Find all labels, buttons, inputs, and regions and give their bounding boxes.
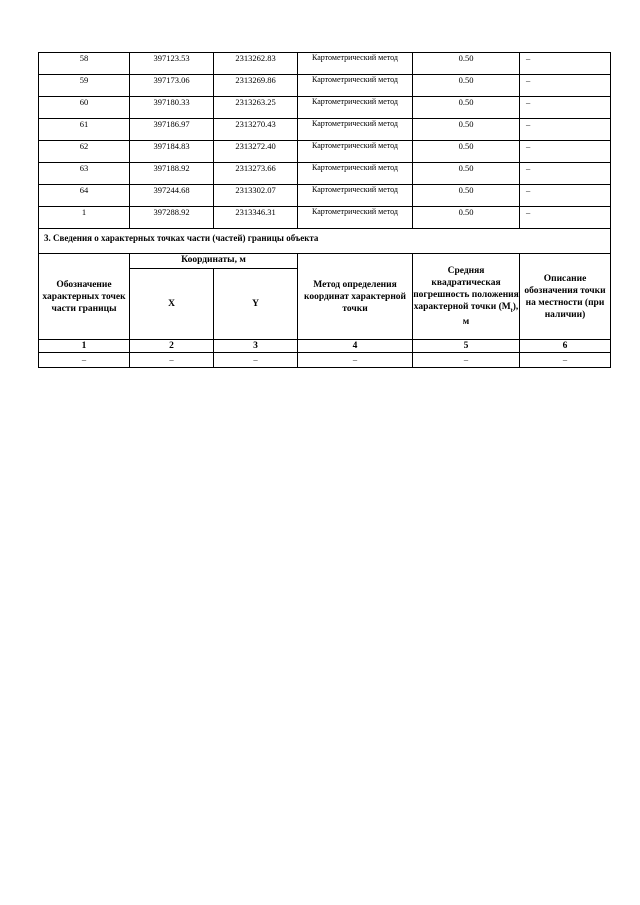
error-cell: 0.50 <box>413 75 520 97</box>
column-number: 1 <box>39 340 130 353</box>
column-numbers-row <box>39 340 611 353</box>
description-cell: – <box>520 97 611 119</box>
method-cell: Картометрический метод <box>298 119 413 141</box>
header-x: X <box>130 269 214 340</box>
empty-cell: – <box>130 353 214 368</box>
x-coordinate-cell: 397244.68 <box>130 185 214 207</box>
empty-cell: – <box>298 353 413 368</box>
header-error <box>413 254 520 340</box>
column-number: 3 <box>214 340 298 353</box>
x-coordinate-cell: 397188.92 <box>130 163 214 185</box>
error-cell: 0.50 <box>413 163 520 185</box>
method-cell: Картометрический метод <box>298 207 413 229</box>
method-cell: Картометрический метод <box>298 163 413 185</box>
table-row <box>39 97 611 119</box>
point-cell: 63 <box>39 163 130 185</box>
error-cell: 0.50 <box>413 185 520 207</box>
description-cell: – <box>520 141 611 163</box>
error-cell: 0.50 <box>413 207 520 229</box>
column-number: 2 <box>130 340 214 353</box>
x-coordinate-cell: 397173.06 <box>130 75 214 97</box>
method-cell: Картометрический метод <box>298 97 413 119</box>
table-row <box>39 53 611 75</box>
table-row <box>39 119 611 141</box>
header-error-tail: ), м <box>462 301 519 328</box>
point-cell: 58 <box>39 53 130 75</box>
x-coordinate-cell: 397180.33 <box>130 97 214 119</box>
point-cell: 64 <box>39 185 130 207</box>
header-error-main: Средняя квадратическая погрешность положения характерной точки (M <box>413 265 519 312</box>
table-row <box>39 185 611 207</box>
description-cell: – <box>520 53 611 75</box>
table-row <box>39 163 611 185</box>
y-coordinate-cell: 2313272.40 <box>214 141 298 163</box>
table-row <box>39 141 611 163</box>
point-cell: 60 <box>39 97 130 119</box>
table-row <box>39 207 611 229</box>
y-coordinate-cell: 2313269.86 <box>214 75 298 97</box>
empty-cell: – <box>214 353 298 368</box>
y-coordinate-cell: 2313270.43 <box>214 119 298 141</box>
y-coordinate-cell: 2313302.07 <box>214 185 298 207</box>
header-coordinates: Координаты, м <box>130 254 298 269</box>
column-number: 6 <box>520 340 611 353</box>
description-cell: – <box>520 185 611 207</box>
method-cell: Картометрический метод <box>298 185 413 207</box>
method-cell: Картометрический метод <box>298 53 413 75</box>
point-cell: 1 <box>39 207 130 229</box>
x-coordinate-cell: 397184.83 <box>130 141 214 163</box>
y-coordinate-cell: 2313263.25 <box>214 97 298 119</box>
header-y: Y <box>214 269 298 340</box>
header-error-sub: t <box>510 307 513 314</box>
section-3-title: 3. Сведения о характерных точках части (частей) границы объекта <box>39 229 611 254</box>
y-coordinate-cell: 2313346.31 <box>214 207 298 229</box>
x-coordinate-cell: 397186.97 <box>130 119 214 141</box>
description-cell: – <box>520 119 611 141</box>
error-cell: 0.50 <box>413 53 520 75</box>
point-cell: 62 <box>39 141 130 163</box>
y-coordinate-cell: 2313273.66 <box>214 163 298 185</box>
column-number: 5 <box>413 340 520 353</box>
boundary-points-table <box>38 52 611 368</box>
method-cell: Картометрический метод <box>298 141 413 163</box>
error-cell: 0.50 <box>413 141 520 163</box>
x-coordinate-cell: 397288.92 <box>130 207 214 229</box>
header-method: Метод определения координат характерной точки <box>298 254 413 340</box>
error-cell: 0.50 <box>413 119 520 141</box>
empty-cell: – <box>520 353 611 368</box>
point-cell: 61 <box>39 119 130 141</box>
method-cell: Картометрический метод <box>298 75 413 97</box>
x-coordinate-cell: 397123.53 <box>130 53 214 75</box>
description-cell: – <box>520 163 611 185</box>
description-cell: – <box>520 207 611 229</box>
y-coordinate-cell: 2313262.83 <box>214 53 298 75</box>
header-point: Обозначение характерных точек части границы <box>39 254 130 340</box>
empty-cell: – <box>39 353 130 368</box>
document-sheet <box>38 52 610 368</box>
column-number: 4 <box>298 340 413 353</box>
error-cell: 0.50 <box>413 97 520 119</box>
empty-cell: – <box>413 353 520 368</box>
point-cell: 59 <box>39 75 130 97</box>
continuation-rows <box>39 53 611 229</box>
empty-data-row <box>39 353 611 368</box>
section-3 <box>39 229 611 368</box>
table-row <box>39 75 611 97</box>
header-description: Описание обозначения точки на местности (при наличии) <box>520 254 611 340</box>
description-cell: – <box>520 75 611 97</box>
